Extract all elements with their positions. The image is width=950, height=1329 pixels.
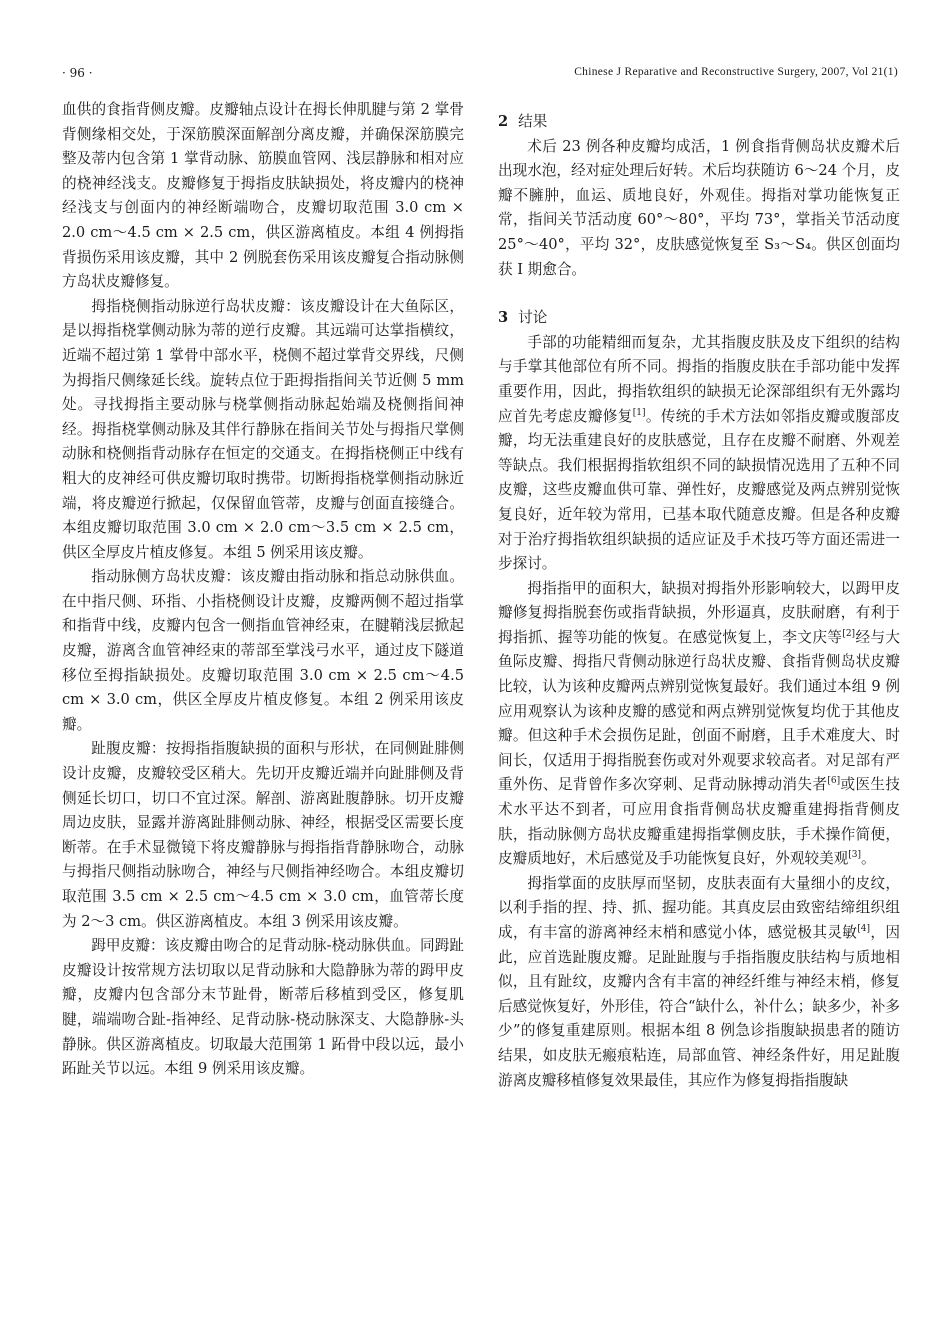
citation: [6] (827, 776, 841, 787)
text-run: 拇指指甲的面积大，缺损对拇指外形影响较大，以𧿹甲皮瓣修复拇指脱套伤或指背缺损，外形逼真，皮肤耐磨，有利于拇指抓、握等功能的恢复。在感觉恢复上，李文庆等 (498, 579, 900, 646)
paragraph (498, 872, 900, 1093)
journal-running-head: Chinese J Reparative and Reconstructive Surgery, 2007, Vol 21(1) (574, 66, 898, 78)
text-run: ，因此，应首选趾腹皮瓣。足趾趾腹与手指指腹皮肤结构与质地相似，且有趾纹，皮瓣内含有丰富的神经纤维与神经末梢，修复后感觉恢复好，外形佳，符合“缺什么，补什么；缺多少，补多少”的修复重建原则。根据本组 8 例急诊指腹缺损患者的随访结果，如皮肤无瘢痕粘连，局部血管、神经条件好，用足趾腹游离皮瓣移植修复效果最佳，其应作为修复拇指指腹缺 (498, 924, 900, 1089)
paragraph: 趾腹皮瓣：按拇指指腹缺损的面积与形状，在同侧趾腓侧设计皮瓣，皮瓣较受区稍大。先切开皮瓣近端并向趾腓侧及背侧延长切口，切口不宜过深。解剖、游离趾腹静脉。切开皮瓣周边皮肤，显露并游离趾腓侧动脉、神经，根据受区需要长度断蒂。在手术显微镜下将皮瓣静脉与拇指指背静脉吻合，动脉与拇指尺侧指动脉吻合，神经与尺侧指神经吻合。本组皮瓣切取范围 3.5 cm × 2.5 cm～4.5 cm × 3.0 cm，血管蒂长度为 2～3 cm。供区游离植皮。本组 3 例采用该皮瓣。 (62, 740, 464, 930)
section-number: 3 (498, 309, 509, 327)
paragraph: 拇指桡侧指动脉逆行岛状皮瓣：该皮瓣设计在大鱼际区，是以拇指桡掌侧动脉为蒂的逆行皮瓣。其远端可达掌指横纹，近端不超过第 1 掌骨中部水平，桡侧不超过掌背交界线，尺侧为拇指尺侧缘延长线。旋转点位于距拇指指间关节近侧 5 mm 处。寻找拇指主要动脉与桡掌侧指动脉起始端及桡侧指间神经。拇指桡掌侧动脉及其伴行静脉在指间关节处与拇指尺掌侧动脉和桡侧指背动脉存在恒定的交通支。在拇指桡侧正中线有粗大的皮神经可供皮瓣切取时携带。切断拇指桡掌侧指动脉近端，将皮瓣逆行掀起，仅保留血管蒂，皮瓣与创面直接缝合。本组皮瓣切取范围 3.0 cm × 2.0 cm～3.5 cm × 2.5 cm，供区全厚皮片植皮修复。本组 5 例采用该皮瓣。 (62, 297, 464, 561)
section-heading-results (498, 110, 900, 135)
citation: [2] (842, 629, 856, 640)
paragraph (498, 331, 900, 577)
paragraph: 术后 23 例各种皮瓣均成活，1 例食指背侧岛状皮瓣术后出现水泡，经对症处理后好转。术后均获随访 6～24 个月，皮瓣不臃肿，血运、质地良好，外观佳。拇指对掌功能恢复正常，指间关节活动度 60°～80°，平均 73°，掌指关节活动度 25°～40°，平均 32°，皮肤感觉恢复至 S₃～S₄。供区创面均获 Ⅰ 期愈合。 (498, 137, 900, 278)
paragraph: 𧿹甲皮瓣：该皮瓣由吻合的足背动脉-桡动脉供血。同𧿹趾皮瓣设计按常规方法切取以足背动脉和大隐静脉为蒂的𧿹甲皮瓣，皮瓣内包含部分末节趾骨，断蒂后移植到受区，修复肌腱，端端吻合趾-指神经、足背动脉-桡动脉深支、大隐静脉-头静脉。供区游离植皮。切取最大范围第 1 跖骨中段以远，最小跖趾关节以远。本组 9 例采用该皮瓣。 (62, 937, 464, 1078)
section-number: 2 (498, 113, 509, 130)
section-title: 结果 (518, 113, 548, 130)
section-heading-discussion (498, 306, 900, 331)
paragraph (498, 577, 900, 872)
paragraph: 指动脉侧方岛状皮瓣：该皮瓣由指动脉和指总动脉供血。在中指尺侧、环指、小指桡侧设计皮瓣，皮瓣两侧不超过指掌和指背中线，皮瓣内包含一侧指血管神经束，在腱鞘浅层掀起皮瓣，游离含血管神经束的蒂部至掌浅弓水平，通过皮下隧道移位至拇指缺损处。皮瓣切取范围 3.0 cm × 2.5 cm～4.5 cm × 3.0 cm，供区全厚皮片植皮修复。本组 2 例采用该皮瓣。 (62, 568, 464, 733)
left-column (62, 98, 464, 1082)
text-run: 。传统的手术方法如邻指皮瓣或腹部皮瓣，均无法重建良好的皮肤感觉，且存在皮瓣不耐磨、外观差等缺点。我们根据拇指软组织不同的缺损情况选用了五种不同皮瓣，这些皮瓣血供可靠、弹性好，皮瓣感觉及两点辨别觉恢复良好，近年较为常用，已基本取代随意皮瓣。但是各种皮瓣对于治疗拇指软组织缺损的适应证及手术技巧等方面还需进一步探讨。 (498, 407, 900, 573)
citation: [1] (632, 407, 646, 418)
section-title: 讨论 (518, 309, 548, 327)
right-column (498, 98, 900, 1093)
text-run: 经与大鱼际皮瓣、拇指尺背侧动脉逆行岛状皮瓣、食指背侧岛状皮瓣比较，认为该种皮瓣两点辨别觉恢复最好。我们通过本组 9 例应用观察认为该种皮瓣的感觉和两点辨别觉恢复均优于其他皮瓣。但这种手术会损伤足趾，创面不耐磨，且手术难度大、时间长，仅适用于拇指脱套伤或对外观要求较高者。对足部有严重外伤、足背曾作多次穿刺、足背动脉搏动消失者 (498, 628, 900, 794)
text-run: 手部的功能精细而复杂，尤其指腹皮肤及皮下组织的结构与手掌其他部位有所不同。拇指的指腹皮肤在手部功能中发挥重要作用，因此，拇指软组织的缺损无论深部组织有无外露均应首先考虑皮瓣修复 (498, 333, 900, 425)
text-run: 拇指掌面的皮肤厚而坚韧，皮肤表面有大量细小的皮纹，以利手指的捏、持、抓、握功能。其真皮层由致密结缔组织组成，有丰富的游离神经末梢和感觉小体，感觉极其灵敏 (498, 874, 900, 941)
citation: [3] (848, 850, 862, 861)
page-number: · 96 · (62, 66, 93, 80)
text-run: 或医生技术水平达不到者，可应用食指背侧岛状皮瓣重建拇指背侧皮肤，指动脉侧方岛状皮瓣重建拇指掌侧皮肤，手术操作简便，皮瓣质地好，术后感觉及手功能恢复良好，外观较美观 (498, 776, 900, 868)
text-run: 。 (861, 850, 876, 868)
paragraph: 血供的食指背侧皮瓣。皮瓣轴点设计在拇长伸肌腱与第 2 掌骨背侧缘相交处，于深筋膜深面解剖分离皮瓣，并确保深筋膜完整及蒂内包含第 1 掌背动脉、筋膜血管网、浅层静脉和相对应的桡神经浅支。皮瓣修复于拇指皮肤缺损处，将皮瓣内的桡神经浅支与创面内的神经断端吻合，皮瓣切取范围 3.0 cm × 2.0 cm～4.5 cm × 2.5 cm，供区游离植皮。本组 4 例拇指背损伤采用该皮瓣，其中 2 例脱套伤采用该皮瓣复合指动脉侧方岛状皮瓣修复。 (62, 101, 464, 291)
citation: [4] (857, 924, 871, 935)
